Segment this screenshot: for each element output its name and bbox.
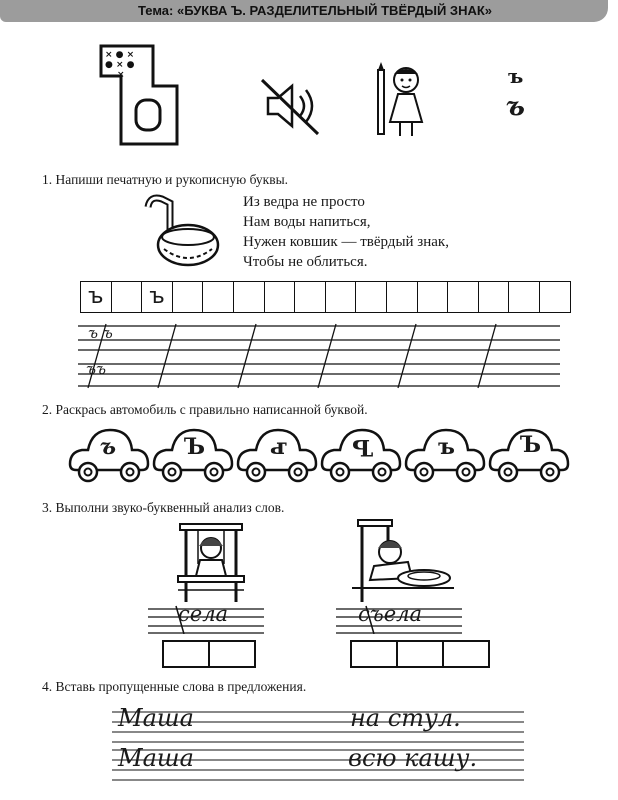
poem-line: Чтобы не облиться. — [243, 254, 368, 270]
girl-eating-illustration — [348, 518, 456, 604]
grid-cell[interactable]: ъ — [142, 281, 173, 313]
car-letter: ъ — [438, 434, 455, 460]
girl-on-chair-illustration — [174, 520, 248, 604]
svg-text:×: × — [117, 70, 125, 80]
script-hard-sign: ъ — [506, 92, 525, 122]
poem — [243, 192, 449, 272]
grid-cell[interactable] — [479, 281, 510, 313]
handwriting-practice-lines[interactable] — [74, 318, 560, 392]
sound-boxes[interactable] — [350, 640, 490, 668]
task-2-instruction: 2. Раскрась автомобиль с правильно написанной буквой. — [42, 402, 368, 417]
no-sound-icon — [258, 74, 322, 138]
grid-cell[interactable] — [387, 281, 418, 313]
svg-text:● × ●: ● × ● — [105, 60, 135, 70]
grid-cell[interactable] — [448, 281, 479, 313]
car-letter: Ъ — [184, 434, 206, 460]
sentence-1-right: на стул. — [350, 704, 461, 732]
sound-boxes[interactable] — [162, 640, 256, 668]
word-sela-missing: съела — [358, 602, 423, 626]
sound-box[interactable] — [352, 642, 396, 666]
girl-with-pencil-illustration — [372, 62, 434, 142]
sentence-1-left: Маша — [118, 704, 194, 732]
sound-box[interactable] — [442, 642, 488, 666]
grid-cell[interactable] — [234, 281, 265, 313]
poem-line: Нам воды напиться, — [243, 214, 371, 230]
car-letter: ъ — [100, 434, 116, 460]
word-sela: села — [178, 602, 229, 626]
sound-box[interactable] — [396, 642, 442, 666]
grid-cell[interactable] — [540, 281, 571, 313]
big-hard-sign-letter — [95, 40, 185, 152]
topic-title: Тема: «БУКВА Ъ. РАЗДЕЛИТЕЛЬНЫЙ ТВЁРДЫЙ ЗНАК» — [138, 3, 493, 18]
grid-cell[interactable] — [203, 281, 234, 313]
grid-cell[interactable] — [112, 281, 143, 313]
script-sample-row-1: ъ ъ — [88, 324, 113, 342]
sound-box[interactable] — [208, 642, 254, 666]
sentence-2-right: всю кашу. — [348, 744, 478, 772]
sound-box[interactable] — [164, 642, 208, 666]
ladle-illustration — [140, 193, 224, 273]
car-letter: Ъ — [352, 434, 374, 460]
grid-cell[interactable] — [295, 281, 326, 313]
grid-cell[interactable] — [509, 281, 540, 313]
sentence-2-left: Маша — [118, 744, 194, 772]
car-letter: Ъ — [520, 432, 542, 458]
letter-writing-grid[interactable] — [80, 281, 571, 313]
grid-cell[interactable] — [326, 281, 357, 313]
grid-cell[interactable] — [173, 281, 204, 313]
poem-line: Из ведра не просто — [243, 194, 365, 210]
task-3-instruction: 3. Выполни звуко-буквенный анализ слов. — [42, 500, 285, 515]
svg-text:× ● ×: × ● × — [105, 50, 135, 60]
grid-cell[interactable] — [356, 281, 387, 313]
task-4-instruction: 4. Вставь пропущенные слова в предложения. — [42, 679, 307, 694]
print-hard-sign: ъ — [508, 64, 524, 88]
task-1-instruction: 1. Напиши печатную и рукописную буквы. — [42, 172, 289, 187]
poem-line: Нужен ковшик — твёрдый знак, — [243, 234, 449, 250]
script-sample-row-2: ъъ — [86, 360, 106, 378]
car-letter: ъ — [270, 434, 287, 460]
grid-cell[interactable] — [265, 281, 296, 313]
grid-cell[interactable] — [418, 281, 449, 313]
grid-cell[interactable]: ъ — [81, 281, 112, 313]
